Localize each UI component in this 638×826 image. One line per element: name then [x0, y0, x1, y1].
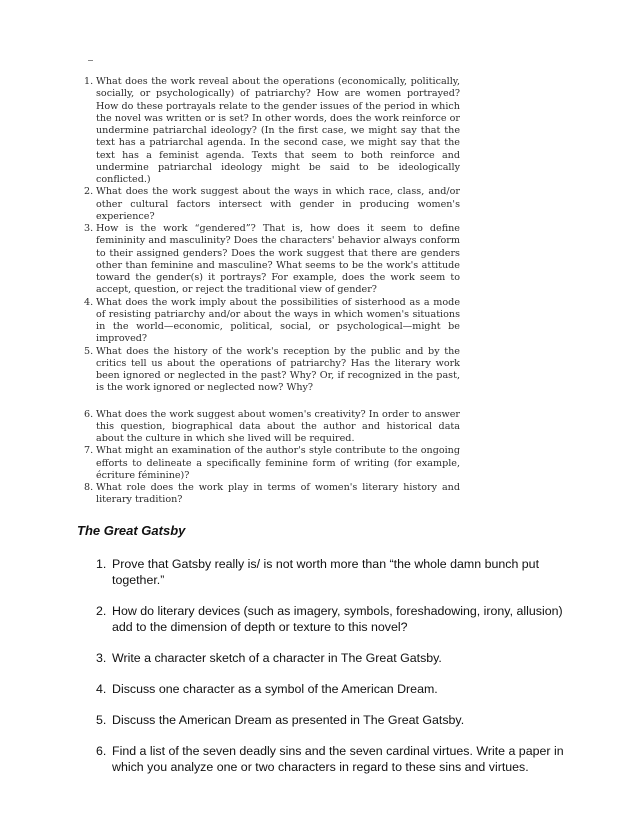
scan-question-4: 4. What does the work imply about the possibilities of sisterhood as a mode of resisting patriarchy and/or about the ways in which women's situations in the world—economic, political, social, or psychological—might be improved?	[84, 296, 460, 345]
scan-question-text: What role does the work play in terms of women's literary history and literary tradition?	[96, 482, 460, 506]
assignment-text: Discuss the American Dream as presented in The Great Gatsby.	[112, 713, 465, 727]
scan-question-text: What does the work suggest about the ways in which race, class, and/or other cultural factors intersect with gender in producing women's experience?	[96, 186, 460, 222]
assignment-text: Find a list of the seven deadly sins and the seven cardinal virtues. Write a paper in which you analyze one or two characters in regard to these sins and virtues.	[112, 744, 564, 774]
assignment-text: How do literary devices (such as imagery, symbols, foreshadowing, irony, allusion) add to the dimension of depth or texture to this novel?	[112, 604, 563, 634]
scan-gap	[84, 395, 460, 409]
section-title: The Great Gatsby	[77, 523, 186, 538]
scan-question-text: What does the work imply about the possibilities of sisterhood as a mode of resisting patriarchy and/or about the ways in which women's situations in the world—economic, political, social, or psychological—might be improved?	[96, 296, 460, 345]
scan-question-6: 6. What does the work suggest about women's creativity? In order to answer this question, biographical data about the author and historical data about the culture in which she lived will be required.	[84, 408, 460, 444]
assignment-text: Write a character sketch of a character in The Great Gatsby.	[112, 651, 442, 665]
assignment-text: Prove that Gatsby really is/ is not worth more than “the whole damn bunch put together.”	[112, 557, 540, 587]
assignment-item-2: 2. How do literary devices (such as imagery, symbols, foreshadowing, irony, allusion) add to the dimension of depth or texture to this novel?	[96, 604, 563, 634]
assignment-item-5: 5. Discuss the American Dream as presented in The Great Gatsby.	[96, 713, 465, 727]
scan-question-2: 2. What does the work suggest about the ways in which race, class, and/or other cultural factors intersect with gender in producing women's experience?	[84, 186, 460, 222]
scan-question-text: What does the history of the work's reception by the public and by the critics tell us about the operations of patriarchy? Has the literary work been ignored or neglected in the past? Why? Or, if recognized in the past, is the work ignored or neglected now? Why?	[96, 345, 460, 394]
scan-question-text: What might an examination of the author's style contribute to the ongoing efforts to delineate a specifically feminine form of writing (for example, écriture féminine)?	[96, 445, 460, 481]
assignment-text: Discuss one character as a symbol of the American Dream.	[112, 682, 438, 696]
scan-question-8: 8. What role does the work play in terms of women's literary history and literary tradition?	[84, 482, 460, 506]
assignment-item-1: 1. Prove that Gatsby really is/ is not worth more than “the whole damn bunch put together.”	[96, 557, 540, 587]
scan-question-7: 7. What might an examination of the author's style contribute to the ongoing efforts to delineate a specifically feminine form of writing (for example, écriture féminine)?	[84, 445, 460, 481]
scan-question-text: How is the work “gendered”? That is, how does it seem to define femininity and masculinity? Does the characters' behavior always conform to their assigned genders? Does the work suggest that there are genders other than feminine and masculine? What seems to be the work's attitude toward the gender(s) it portrays? For example, does the work seem to accept, question, or reject the traditional view of gender?	[96, 223, 460, 296]
scan-question-text: What does the work reveal about the operations (economically, politically, socially, or psychologically) of patriarchy? How are women portrayed? How do these portrayals relate to the gender issues of the period in which the novel was written or is set? In other words, does the work reinforce or undermine patriarchal ideology? (In the first case, we might say that the text has a patriarchal agenda. In the second case, we might say that the text has a feminist agenda. Texts that seem to both reinforce and undermine patriarchal ideology might be said to be ideologically conflicted.)	[96, 76, 460, 185]
assignment-list	[96, 556, 566, 790]
scan-question-1: 1. What does the work reveal about the operations (economically, politically, socially, or psychologically) of patriarchy? How are women portrayed? How do these portrayals relate to the gender issues of the period in which the novel was written or is set? In other words, does the work reinforce or undermine patriarchal ideology? (In the first case, we might say that the text has a patriarchal agenda. In the second case, we might say that the text has a feminist agenda. Texts that seem to both reinforce and undermine patriarchal ideology might be said to be ideologically conflicted.)	[84, 76, 460, 185]
assignment-item-3: 3. Write a character sketch of a character in The Great Gatsby.	[96, 651, 442, 665]
scan-question-3: 3. How is the work “gendered”? That is, how does it seem to define femininity and masculinity? Does the characters' behavior always conform to their assigned genders? Does the work suggest that there are genders other than feminine and masculine? What seems to be the work's attitude toward the gender(s) it portrays? For example, does the work seem to accept, question, or reject the traditional view of gender?	[84, 223, 460, 296]
scan-question-5: 5. What does the history of the work's reception by the public and by the critics tell us about the operations of patriarchy? Has the literary work been ignored or neglected in the past? Why? Or, if recognized in the past, is the work ignored or neglected now? Why?	[84, 345, 460, 394]
assignment-item-4: 4. Discuss one character as a symbol of the American Dream.	[96, 682, 438, 696]
scan-mark	[88, 60, 93, 61]
scanned-question-list	[84, 76, 460, 507]
scan-question-text: What does the work suggest about women's creativity? In order to answer this question, biographical data about the author and historical data about the culture in which she lived will be required.	[96, 408, 460, 444]
assignment-item-6: 6. Find a list of the seven deadly sins and the seven cardinal virtues. Write a paper in which you analyze one or two characters in regard to these sins and virtues.	[96, 744, 564, 774]
